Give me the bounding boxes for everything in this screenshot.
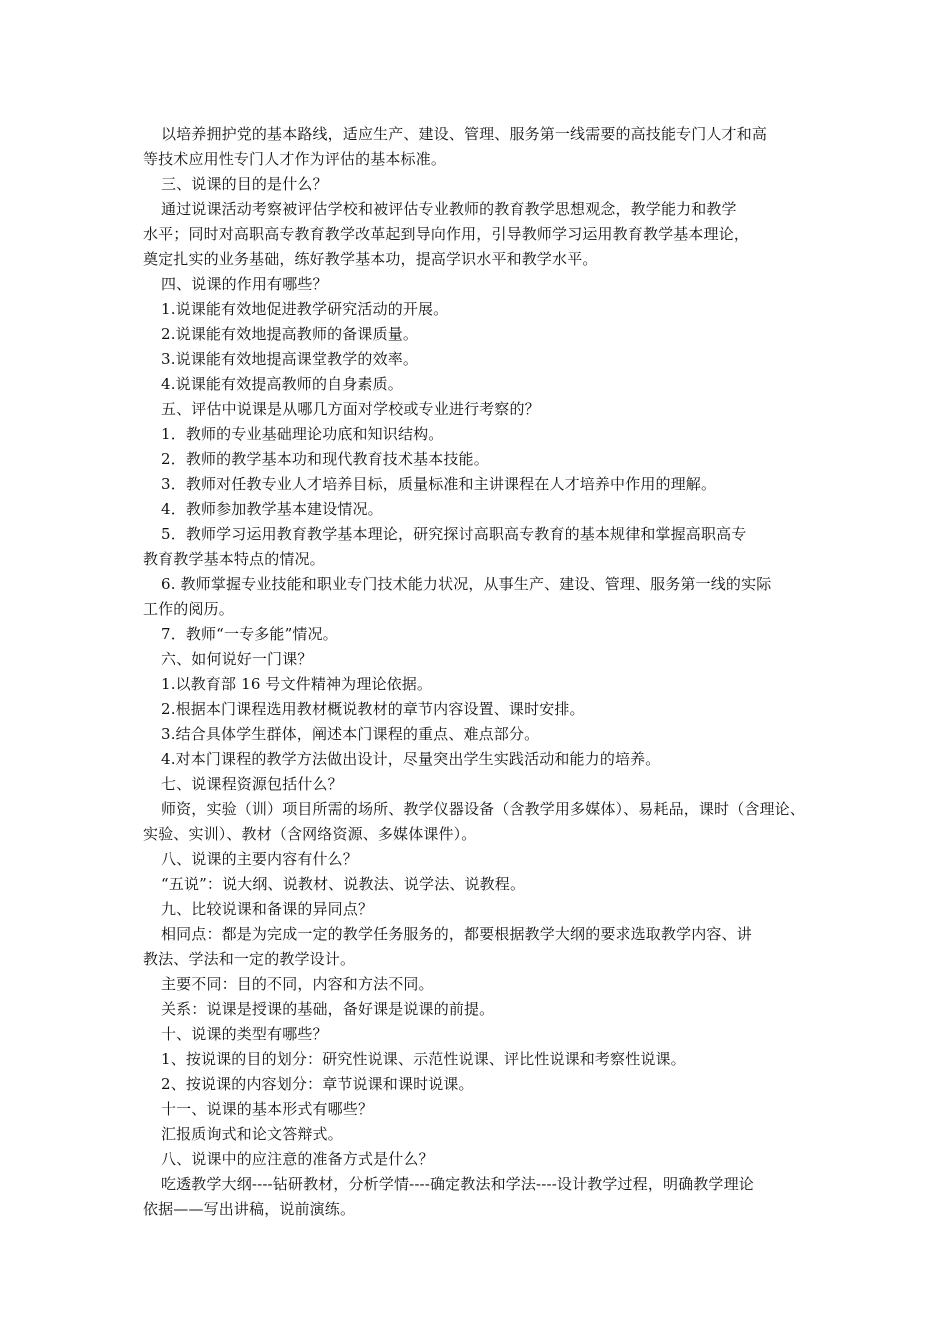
section-heading: 十一、说课的基本形式有哪些？ [161,1100,374,1118]
list-item: 2．教师的教学基本功和现代教育技术基本技能。 [161,450,489,468]
list-item: 1、按说课的目的划分：研究性说课、示范性说课、评比性说课和考察性说课。 [161,1050,686,1068]
section-heading: 七、说课程资源包括什么？ [161,775,343,793]
section-heading: 八、说课的主要内容有什么？ [161,850,358,868]
section-heading: 八、说课中的应注意的准备方式是什么？ [161,1150,434,1168]
paragraph-line: 关系：说课是授课的基础，备好课是说课的前提。 [161,1000,495,1018]
list-item: 3.说课能有效地提高课堂教学的效率。 [161,350,419,368]
list-item: 3.结合具体学生群体，阐述本门课程的重点、难点部分。 [161,725,540,743]
list-item: 7．教师“一专多能”情况。 [161,625,338,643]
document-body [143,122,815,1222]
paragraph-line: 相同点：都是为完成一定的教学任务服务的，都要根据教学大纲的要求选取教学内容、讲 [161,925,752,943]
list-item: 4.说课能有效提高教师的自身素质。 [161,375,403,393]
paragraph-line: 水平；同时对高职高专教育教学改革起到导向作用，引导教师学习运用教育教学基本理论， [143,225,750,243]
list-item: 3．教师对任教专业人才培养目标，质量标准和主讲课程在人才培养中作用的理解。 [161,475,717,493]
section-heading: 四、说课的作用有哪些？ [161,275,328,293]
list-item: 2.根据本门课程选用教材概说教材的章节内容设置、课时安排。 [161,700,585,718]
section-heading: 三、说课的目的是什么？ [161,175,328,193]
section-heading: 五、评估中说课是从哪几方面对学校或专业进行考察的？ [161,400,540,418]
list-item: 5．教师学习运用教育教学基本理论，研究探讨高职高专教育的基本规律和掌握高职高专 [161,525,747,543]
paragraph-line: 教育教学基本特点的情况。 [143,550,325,568]
section-heading: 十、说课的类型有哪些？ [161,1025,328,1043]
section-heading: 六、如何说好一门课？ [161,650,313,668]
paragraph-line: 通过说课活动考察被评估学校和被评估专业教师的教育教学思想观念，教学能力和教学 [161,200,737,218]
paragraph-line: 等技术应用性专门人才作为评估的基本标准。 [143,150,447,168]
list-item: 2.说课能有效地提高教师的备课质量。 [161,325,419,343]
list-item: 1.以教育部 16 号文件精神为理论依据。 [161,675,433,693]
list-item: 4.对本门课程的教学方法做出设计，尽量突出学生实践活动和能力的培养。 [161,750,661,768]
list-item: 1．教师的专业基础理论功底和知识结构。 [161,425,444,443]
paragraph-line: 以培养拥护党的基本路线，适应生产、建设、管理、服务第一线需要的高技能专门人才和高 [161,125,768,143]
paragraph-line: 依据——写出讲稿，说前演练。 [143,1200,356,1218]
paragraph-line: 教法、学法和一定的教学设计。 [143,950,356,968]
section-heading: 九、比较说课和备课的异同点？ [161,900,374,918]
paragraph-line: 主要不同：目的不同，内容和方法不同。 [161,975,434,993]
paragraph-line: 师资，实验（训）项目所需的场所、教学仪器设备（含教学用多媒体）、易耗品，课时（含理论、 [161,800,805,818]
paragraph-line: 实验、实训）、教材（含网络资源、多媒体课件）。 [143,825,477,843]
list-item: 6. 教师掌握专业技能和职业专门技术能力状况，从事生产、建设、管理、服务第一线的实际 [161,575,772,593]
paragraph-line: 工作的阅历。 [143,600,234,618]
list-item: 2、按说课的内容划分：章节说课和课时说课。 [161,1075,474,1093]
list-item: 1.说课能有效地促进教学研究活动的开展。 [161,300,449,318]
paragraph-line: 汇报质询式和论文答辩式。 [161,1125,343,1143]
list-item: 4．教师参加教学基本建设情况。 [161,500,383,518]
paragraph-line: 奠定扎实的业务基础，练好教学基本功，提高学识水平和教学水平。 [143,250,598,268]
paragraph-line: “五说”：说大纲、说教材、说教法、说学法、说教程。 [161,875,526,893]
paragraph-line: 吃透教学大纲----钻研教材，分析学情----确定教法和学法----设计教学过程，明确教学理论 [161,1175,754,1193]
